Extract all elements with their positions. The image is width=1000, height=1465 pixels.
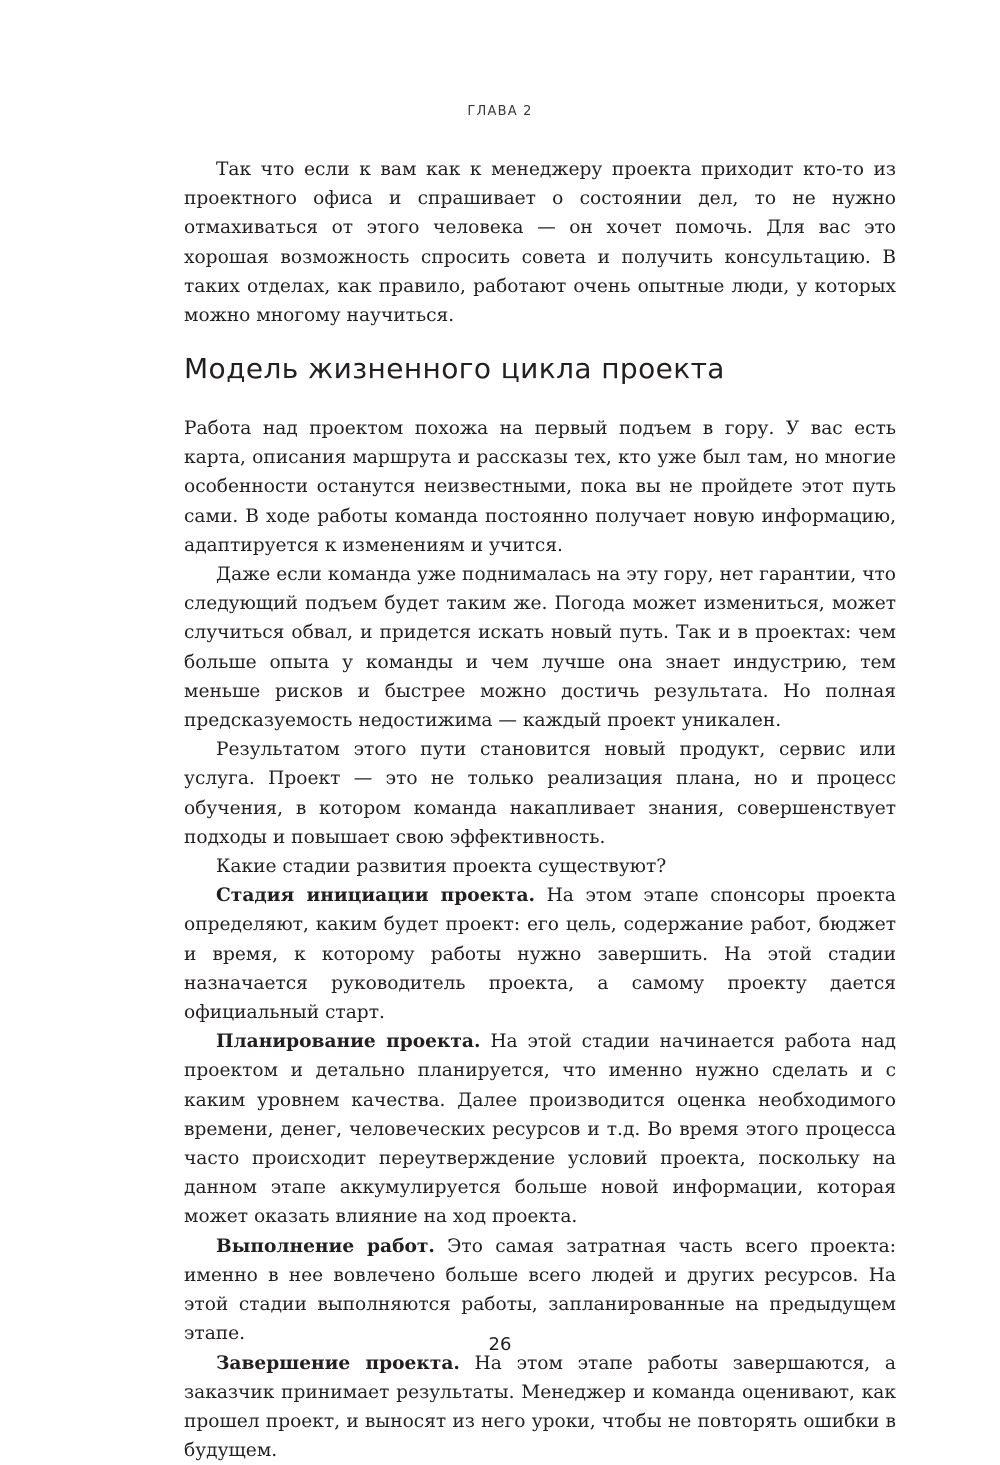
paragraph-result: Результатом этого пути становится новый продукт, сервис или услуга. Проект — это не только реализация плана, но и процесс обучения, в котором команда накапливает знания, совершенствует подходы и повышает свою эффективность. [184,735,896,852]
running-head: ГЛАВА 2 [0,104,1000,119]
stage-planning [184,1027,896,1231]
intro-paragraph: Так что если к вам как к менеджеру проекта приходит кто-то из проектного офиса и спрашивает о состоянии дел, то не нужно отмахиваться от этого человека — он хочет помочь. Для вас это хорошая возможность спросить совета и получить консультацию. В таких отделах, как правило, работают очень опытные люди, у которых можно многому научиться. [184,155,896,330]
stage-planning-term: Планирование проекта. [216,1031,480,1052]
section-heading: Модель жизненного цикла проекта [184,352,896,385]
intro-text-block [184,155,896,330]
paragraph-stages-question: Какие стадии развития проекта существуют? [184,852,896,881]
stage-initiation-text: На этом этапе спонсоры проекта определяют, каким будет проект: его цель, содержание работ, бюджет и время, к которому работы нужно завершить. На этой стадии назначается руководитель проекта, а самому проекту дается официальный старт. [184,885,896,1023]
stage-closure-text: На этом этапе работы завершаются, а заказчик принимает результаты. Менеджер и команда оценивают, как прошел проект, и выносят из него уроки, чтобы не повторять ошибки в будущем. [184,1353,896,1462]
stage-closure-term: Завершение проекта. [216,1353,460,1374]
stage-execution-text: Это самая затратная часть всего проекта: именно в нее вовлечено больше всего людей и других ресурсов. На этой стадии выполняются работы, запланированные на предыдущем этапе. [184,1236,896,1345]
stage-initiation [184,881,896,1027]
stage-planning-text: На этой стадии начинается работа над проектом и детально планируется, что именно нужно сделать и с каким уровнем качества. Далее производится оценка необходимого времени, денег, человеческих ресурсов и т.д. Во время этого процесса часто происходит переутверждение условий проекта, поскольку на данном этапе аккумулируется больше новой информации, которая может оказать влияние на ход проекта. [184,1031,896,1227]
paragraph-mountain-analogy: Работа над проектом похожа на первый подъем в гору. У вас есть карта, описания маршрута и рассказы тех, кто уже был там, но многие особенности останутся неизвестными, пока вы не пройдете этот путь сами. В ходе работы команда постоянно получает новую информацию, адаптируется к изменениям и учится. [184,414,896,560]
section-text-block [184,414,896,1465]
stage-execution [184,1232,896,1349]
page-number: 26 [0,1334,1000,1355]
stage-execution-term: Выполнение работ. [216,1236,435,1257]
paragraph-no-guarantee: Даже если команда уже поднималась на эту гору, нет гарантии, что следующий подъем будет таким же. Погода может измениться, может случиться обвал, и придется искать новый путь. Так и в проектах: чем больше опыта у команды и чем лучше она знает индустрию, тем меньше рисков и быстрее можно достичь результата. Но полная предсказуемость недостижима — каждый проект уникален. [184,560,896,735]
stage-closure [184,1349,896,1465]
stage-initiation-term: Стадия инициации проекта. [216,885,535,906]
